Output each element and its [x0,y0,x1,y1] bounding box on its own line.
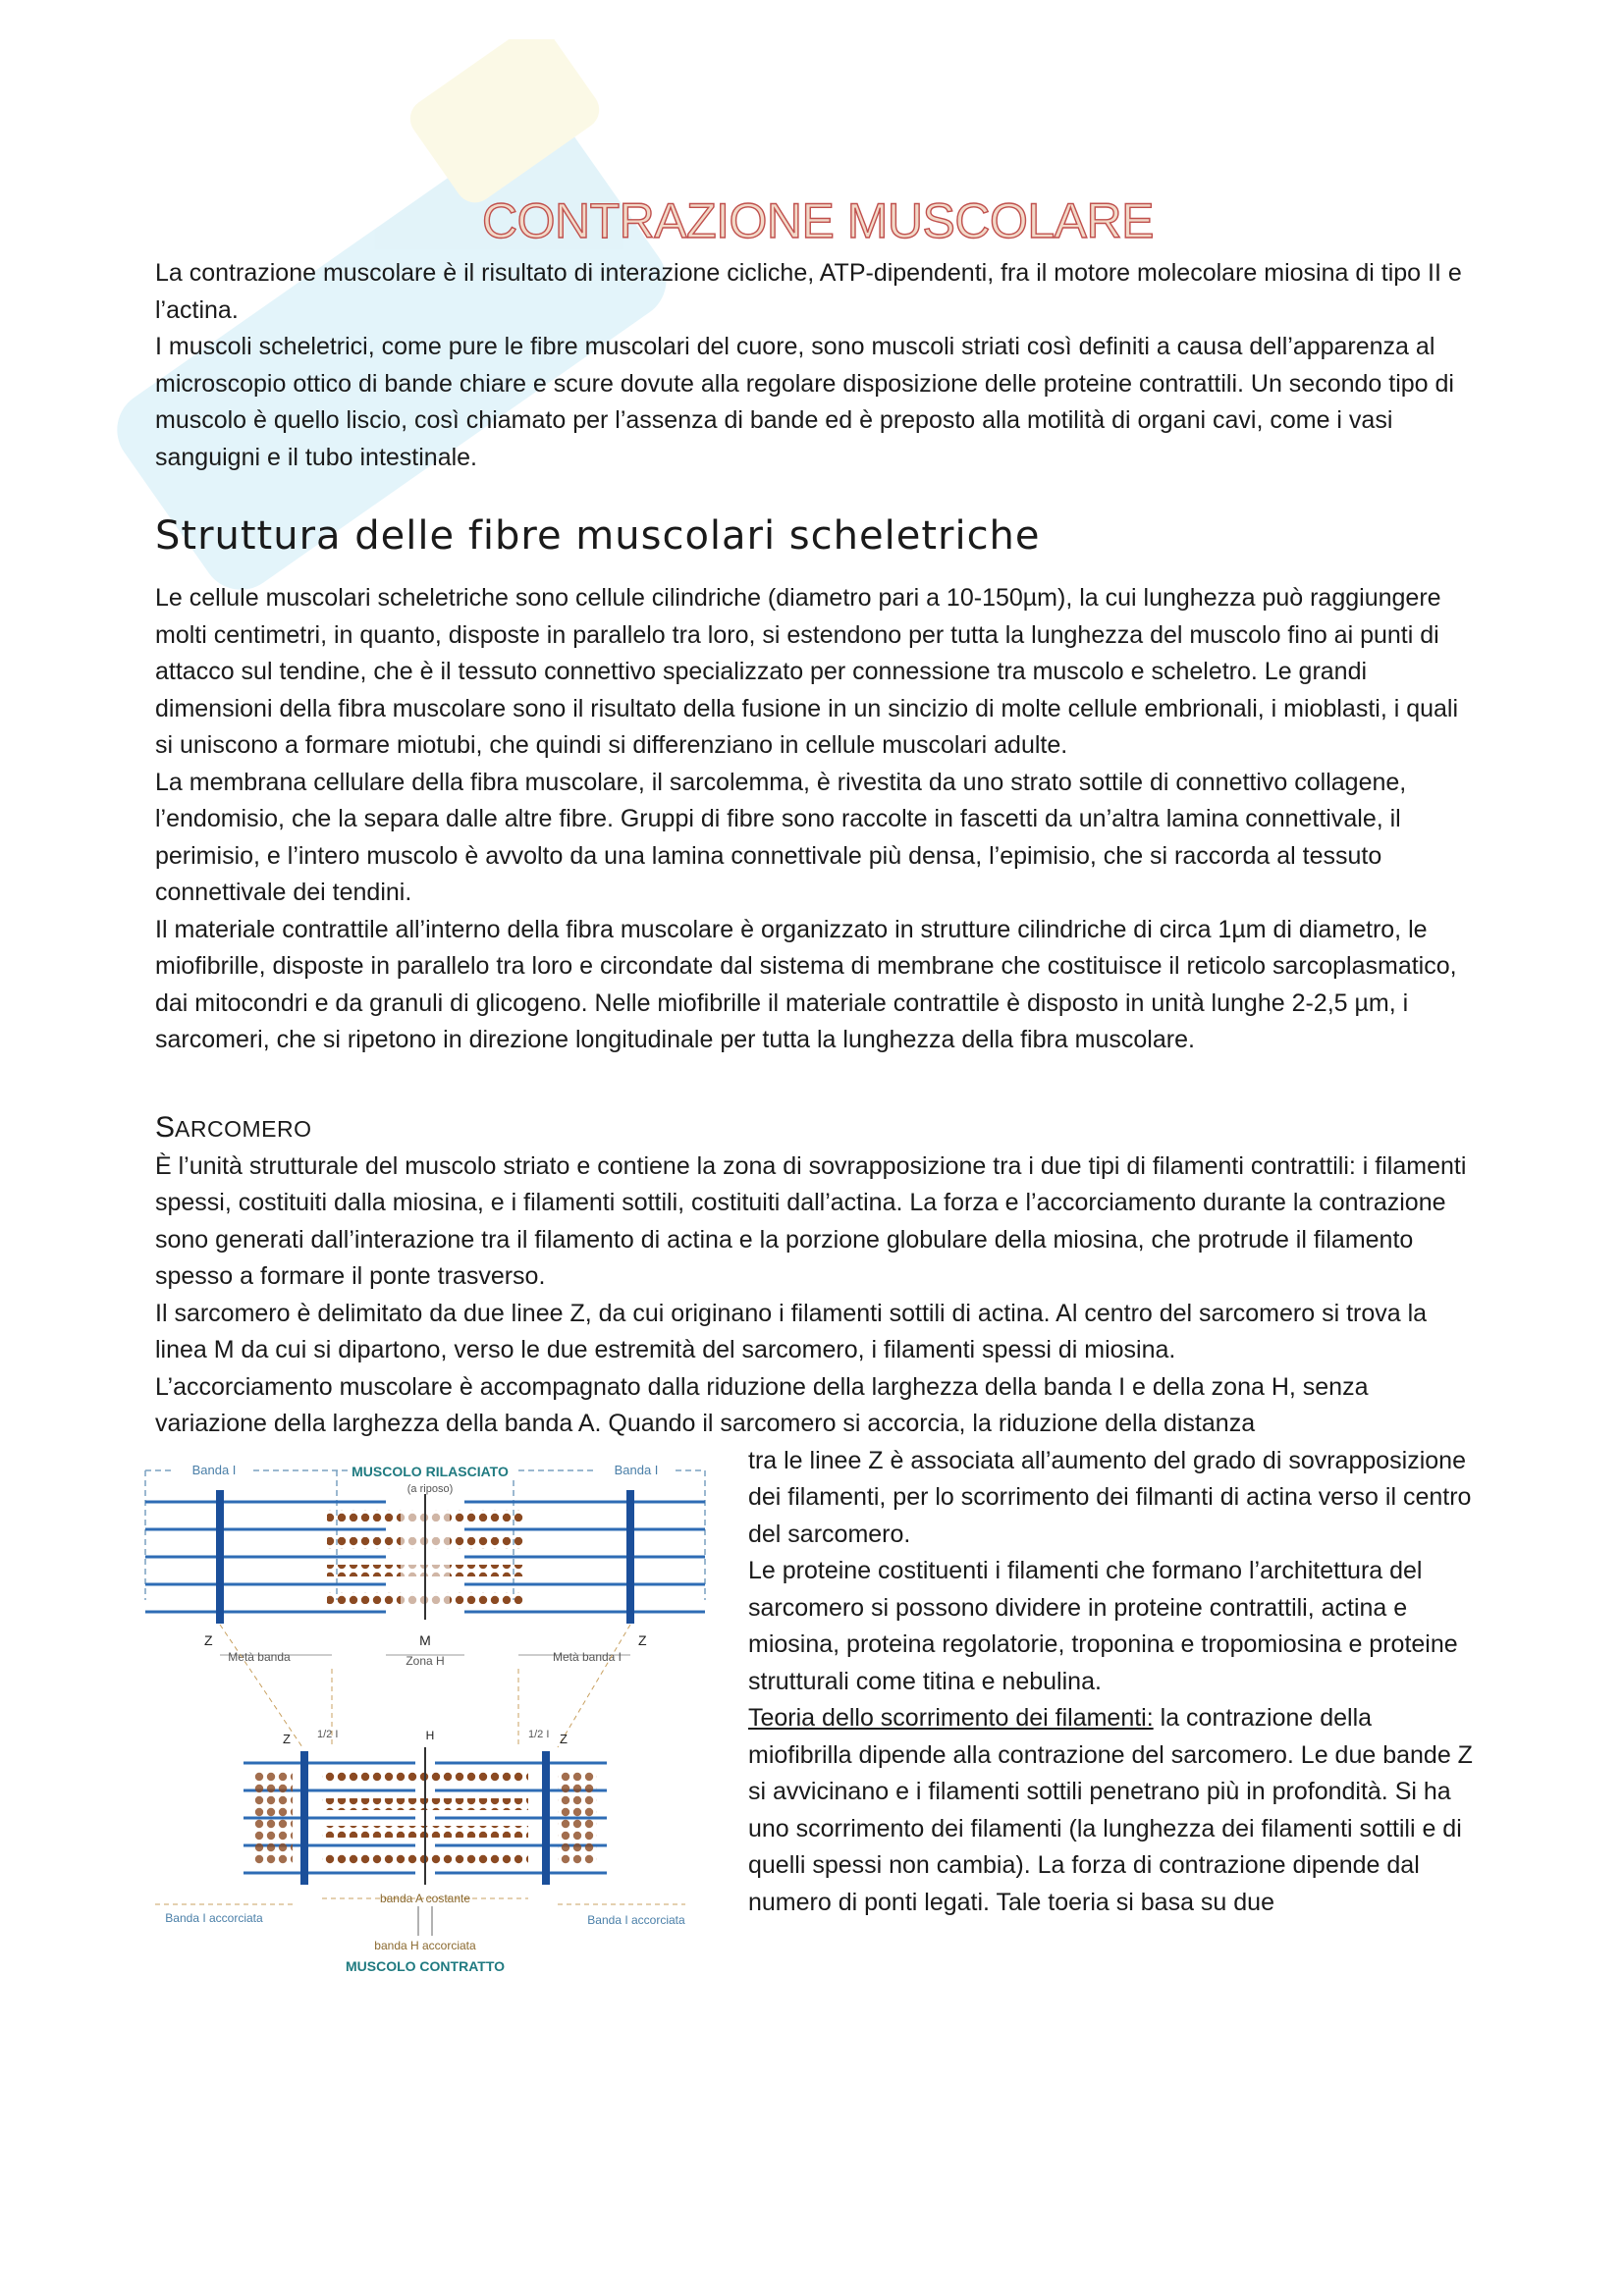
intro-paragraph-1: La contrazione muscolare è il risultato di interazione cicliche, ATP-dipendenti, fra il motore molecolare miosina di tipo II e l’actina. [155,259,1462,324]
contracted-z-line-left [300,1751,308,1885]
sarcomero-heading-initial: S [155,1110,176,1144]
relaxed-z-right-label: Z [638,1631,647,1648]
relaxed-title: MUSCOLO RILASCIATO [352,1463,509,1479]
contracted-h-label: H [425,1728,435,1742]
sarcomere-figure [135,1453,725,2042]
contracted-z-right-label: Z [560,1731,568,1746]
banda-h-accorciata-label: banda H accorciata [374,1938,476,1952]
relaxed-z-line-left [216,1490,224,1624]
zona-h-label: Zona H [406,1653,445,1668]
relaxed-m-label: M [419,1631,431,1648]
contracted-title: MUSCOLO CONTRATTO [345,1957,506,1974]
sarcomero-paragraph-3: L’accorciamento muscolare è accompagnato dalla riduzione della larghezza della banda I e della zona H, senza variazione della larghezza della banda A. Quando il sarcomero si accorcia, la riduzione della distanza [155,1372,1369,1437]
sarcomero-heading-rest: ARCOMERO [175,1115,312,1142]
banda-i-accorciata-right-label: Banda I accorciata [587,1912,685,1927]
structure-paragraph-2: La membrana cellulare della fibra muscolare, il sarcolemma, è rivestita da uno strato sottile di connettivo collagene, l’endomisio, che la separa dalle altre fibre. Gruppi di fibre sono raccolte in fascetti da un’altra lamina connettivale, il perimisio, e l’intero muscolo è avvolto da una lamina connettivale più densa, l’epimisio, che si raccorda al tessuto connettivale dei tendini. [155,768,1407,906]
sarcomero-wrap-text-2: Le proteine costituenti i filamenti che formano l’architettura del sarcomero si possono dividere in proteine contrattili, actina e miosina, proteina regolatorie, troponina e tropomiosina e proteine strutturali come titina e nebulina. [748,1557,1458,1695]
relaxed-subtitle: (a riposo) [406,1482,454,1495]
intro-paragraph-2: I muscoli scheletrici, come pure le fibre muscolari del cuore, sono muscoli striati così definiti a causa dell’apparenza al microscopio ottico di bande chiare e scure dovute alla regolare disposizione delle proteine contrattili. Un secondo tipo di muscolo è quello liscio, così chiamato per l’assenza di bande ed è preposto alla motilità di organi cavi, come i vasi sanguigni e il tubo intestinale. [155,333,1454,471]
theory-text: la contrazione della miofibrilla dipende alla contrazione del sarcomero. Le due bande Z si avvicinano e i filamenti sottili penetrano più in profondità. Si ha uno scorrimento dei filamenti (la lunghezza dei filamenti sottili e di quelli spessi non cambia). La forza di contrazione dipende dal numero di ponti legati. Tale toeria si basa su due [748,1704,1473,1916]
sarcomero-paragraph-2: Il sarcomero è delimitato da due linee Z, da cui originano i filamenti sottili di actina. Al centro del sarcomero si trova la linea M da cui si dipartono, verso le due estremità del sarcomero, i filamenti spessi di miosina. [155,1299,1428,1363]
structure-paragraph-1: Le cellule muscolari scheletriche sono cellule cilindriche (diametro pari a 10-150µm), la cui lunghezza può raggiungere molti centimetri, in quanto, disposte in parallelo tra loro, si estendono per tutta la lunghezza del muscolo fino ai punti di attacco sul tendine, che è il tessuto connettivo specializzato per connessione tra muscolo e scheletro. Le grandi dimensioni della fibra muscolare sono il risultato della fusione in un sincizio di molte cellule embrionali, i mioblasti, i quali si uniscono a formare miotubi, che quindi si differenziano in cellule muscolari adulte. [155,584,1459,759]
half-i-right-label: 1/2 I [528,1728,550,1740]
theory-label: Teoria dello scorrimento dei filamenti: [748,1704,1154,1732]
banda-i-left-label: Banda I [191,1462,237,1477]
sarcomero-paragraph-1: È l’unità strutturale del muscolo striato e contiene la zona di sovrapposizione tra i due tipi di filamenti contrattili: i filamenti spessi, costituiti dalla miosina, e i filamenti sottili, costituiti dall’actina. La forza e l’accorciamento durante la contrazione sono generati dall’interazione tra il filamento di actina e la porzione globulare della miosina, che protrude il filamento spesso a formare il ponte trasverso. [155,1151,1467,1290]
section-heading-structure: Struttura delle fibre muscolari scheletriche [155,513,1041,559]
contracted-z-line-right [542,1751,550,1885]
page-title: CONTRAZIONE MUSCOLARE [481,193,1154,248]
sarcomero-wrap-text-1: tra le linee Z è associata all’aumento del grado di sovrapposizione dei filamenti, per lo scorrimento dei filmanti di actina verso il centro del sarcomero. [748,1446,1472,1548]
meta-banda-right-label: Metà banda I [552,1649,623,1664]
relaxed-z-left-label: Z [204,1631,213,1648]
banda-a-costante-label: banda A costante [379,1891,471,1905]
structure-paragraph-3: Il materiale contrattile all’interno della fibra muscolare è organizzato in strutture cilindriche di circa 1µm di diametro, le miofibrille, disposte in parallelo tra loro e circondate dal sistema di membrane che costituisce il reticolo sarcoplasmatico, dai mitocondri e da granuli di glicogeno. Nelle miofibrille il materiale contrattile è disposto in unità lunghe 2-2,5 µm, i sarcomeri, che si ripetono in direzione longitudinale per tutta la lunghezza della fibra muscolare. [155,915,1457,1053]
contracted-z-left-label: Z [283,1731,291,1746]
banda-i-right-label: Banda I [614,1462,659,1477]
banda-i-accorciata-left-label: Banda I accorciata [165,1910,263,1925]
relaxed-z-line-right [626,1490,634,1624]
sarcomere-diagram [135,1453,725,2042]
meta-banda-left-label: Metà banda [228,1649,291,1664]
half-i-left-label: 1/2 I [317,1728,339,1740]
section-heading-sarcomero [155,1108,1481,1148]
